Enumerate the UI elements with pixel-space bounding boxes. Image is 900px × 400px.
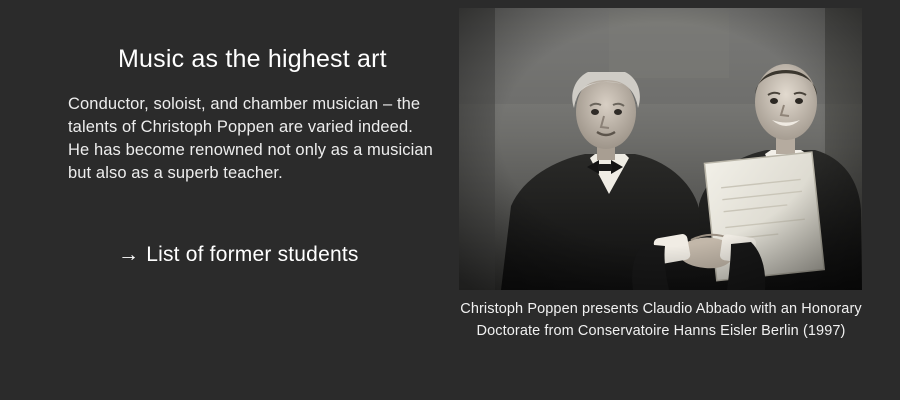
list-of-former-students-link[interactable] — [118, 243, 359, 267]
image-caption: Christoph Poppen presents Claudio Abbado with an Honorary Doctorate from Conservatoire Hanns Eisler Berlin (1997) — [460, 301, 862, 339]
page-title: Music as the highest art — [118, 44, 387, 73]
photograph — [459, 8, 862, 290]
body-paragraph: Conductor, soloist, and chamber musician – the talents of Christoph Poppen are varied indeed. He has become renowned not only as a musician but also as a superb teacher. — [68, 94, 433, 182]
arrow-right-icon: → — [118, 243, 140, 266]
cta-label: List of former students — [146, 243, 359, 266]
image-column — [455, 0, 900, 400]
photograph-graphic — [459, 8, 862, 290]
